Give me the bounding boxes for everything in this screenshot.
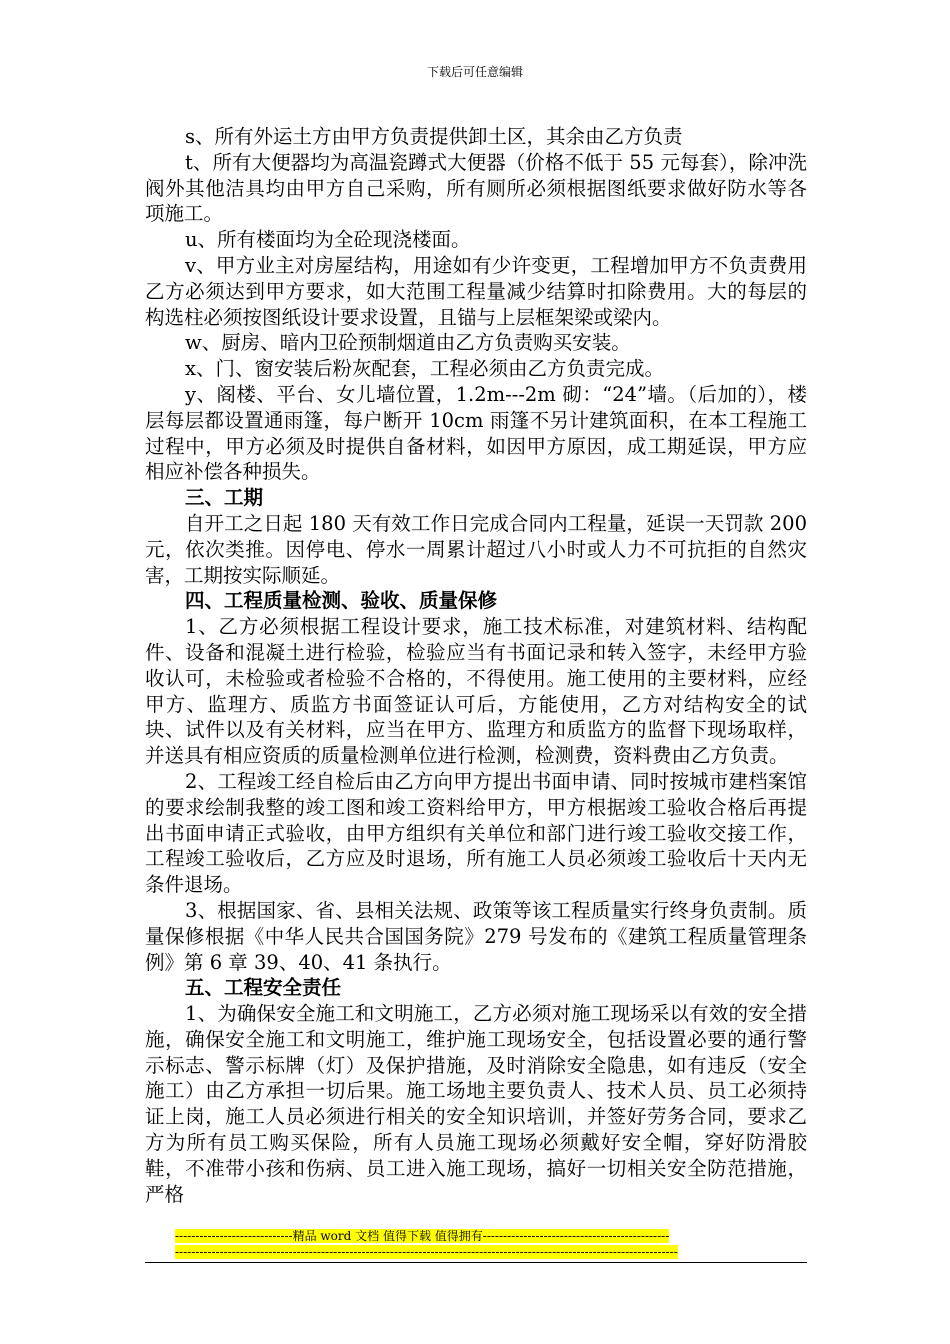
paragraph: 3、根据国家、省、县相关法规、政策等该工程质量实行终身负责制。质量保修根据《中华人民共合国国务院》279 号发布的《建筑工程质量管理条例》第 6 章 39、40、41 条执行。	[145, 898, 807, 974]
paragraph: 1、为确保安全施工和文明施工，乙方必须对施工现场采以有效的安全措施，确保安全施工和文明施工，维护施工现场安全，包括设置必要的通行警示标志、警示标牌（灯）及保护措施，及时消除安全隐患，如有违反（安全施工）由乙方承担一切后果。施工场地主要负责人、技术人员、员工必须持证上岗，施工人员必须进行相关的安全知识培训，并签好劳务合同，要求乙方为所有员工购买保险，所有人员施工现场必须戴好安全帽，穿好防滑胶鞋，不准带小孩和伤病、员工进入施工现场，搞好一切相关安全防范措施，严格	[145, 1002, 807, 1206]
footer-highlight-text: -----------------------------精品 word 文档 值得下载 值得拥有----------------------------------------------	[175, 1229, 670, 1243]
footer-line	[145, 1244, 807, 1260]
section-heading: 三、工期	[185, 486, 264, 510]
section-heading: 四、工程质量检测、验收、质量保修	[185, 589, 498, 613]
page-header: 下载后可任意编辑	[426, 65, 523, 79]
paragraph: s、所有外运土方由甲方负责提供卸土区，其余由乙方负责	[185, 125, 683, 148]
paragraph: 自开工之日起 180 天有效工作日完成合同内工程量，延误一天罚款 200 元，依次类推。因停电、停水一周累计超过八小时或人力不可抗拒的自然灾害，工期按实际顺延。	[145, 511, 807, 587]
section-heading: 五、工程安全责任	[185, 976, 342, 1000]
footer-rule	[145, 1262, 807, 1263]
paragraph: t、所有大便器均为高温瓷蹲式大便器（价格不低于 55 元每套），除冲洗阀外其他洁具均由甲方自己采购，所有厕所必须根据图纸要求做好防水等各项施工。	[145, 150, 807, 226]
footer-highlight-dashes: ----------------------------------------------------------------------------------------------------------------------------	[175, 1245, 678, 1259]
paragraph: u、所有楼面均为全砼现浇楼面。	[185, 228, 471, 252]
paragraph: y、阁楼、平台、女儿墙位置，1.2m---2m 砌：“24”墙。（后加的），楼层每层都设置通雨篷，每户断开 10cm 雨篷不另计建筑面积，在本工程施工过程中，甲方必须及时提供自备材料，如因甲方原因，成工期延误，甲方应相应补偿各种损失。	[145, 382, 807, 484]
paragraph: 1、乙方必须根据工程设计要求，施工技术标准，对建筑材料、结构配件、设备和混凝土进行检验，检验应当有书面记录和转入签字，未经甲方验收认可，未检验或者检验不合格的，不得使用。施工使用的主要材料，应经甲方、监理方、质监方书面签证认可后，方能使用，乙方对结构安全的试块、试件以及有关材料，应当在甲方、监理方和质监方的监督下现场取样，并送具有相应资质的质量检测单位进行检测，检测费，资料费由乙方负责。	[145, 615, 807, 768]
paragraph: v、甲方业主对房屋结构，用途如有少许变更，工程增加甲方不负责费用乙方必须达到甲方要求，如大范围工程量减少结算时扣除费用。大的每层的构选柱必须按图纸设计要求设置，且锚与上层框架梁或梁内。	[145, 253, 807, 329]
paragraph: 2、工程竣工经自检后由乙方向甲方提出书面申请、同时按城市建档案馆的要求绘制我整的竣工图和竣工资料给甲方，甲方根据竣工验收合格后再提出书面申请正式验收，由甲方组织有关单位和部门进行竣工验收交接工作，工程竣工验收后，乙方应及时退场，所有施工人员必须竣工验收后十天内无条件退场。	[145, 769, 807, 897]
paragraph: w、厨房、暗内卫砼预制烟道由乙方负责购买安装。	[185, 331, 631, 355]
page-footer	[145, 1228, 807, 1260]
footer-line	[145, 1228, 807, 1244]
paragraph: x、门、窗安装后粉灰配套，工程必须由乙方负责完成。	[185, 357, 664, 381]
document-body	[145, 124, 807, 1207]
